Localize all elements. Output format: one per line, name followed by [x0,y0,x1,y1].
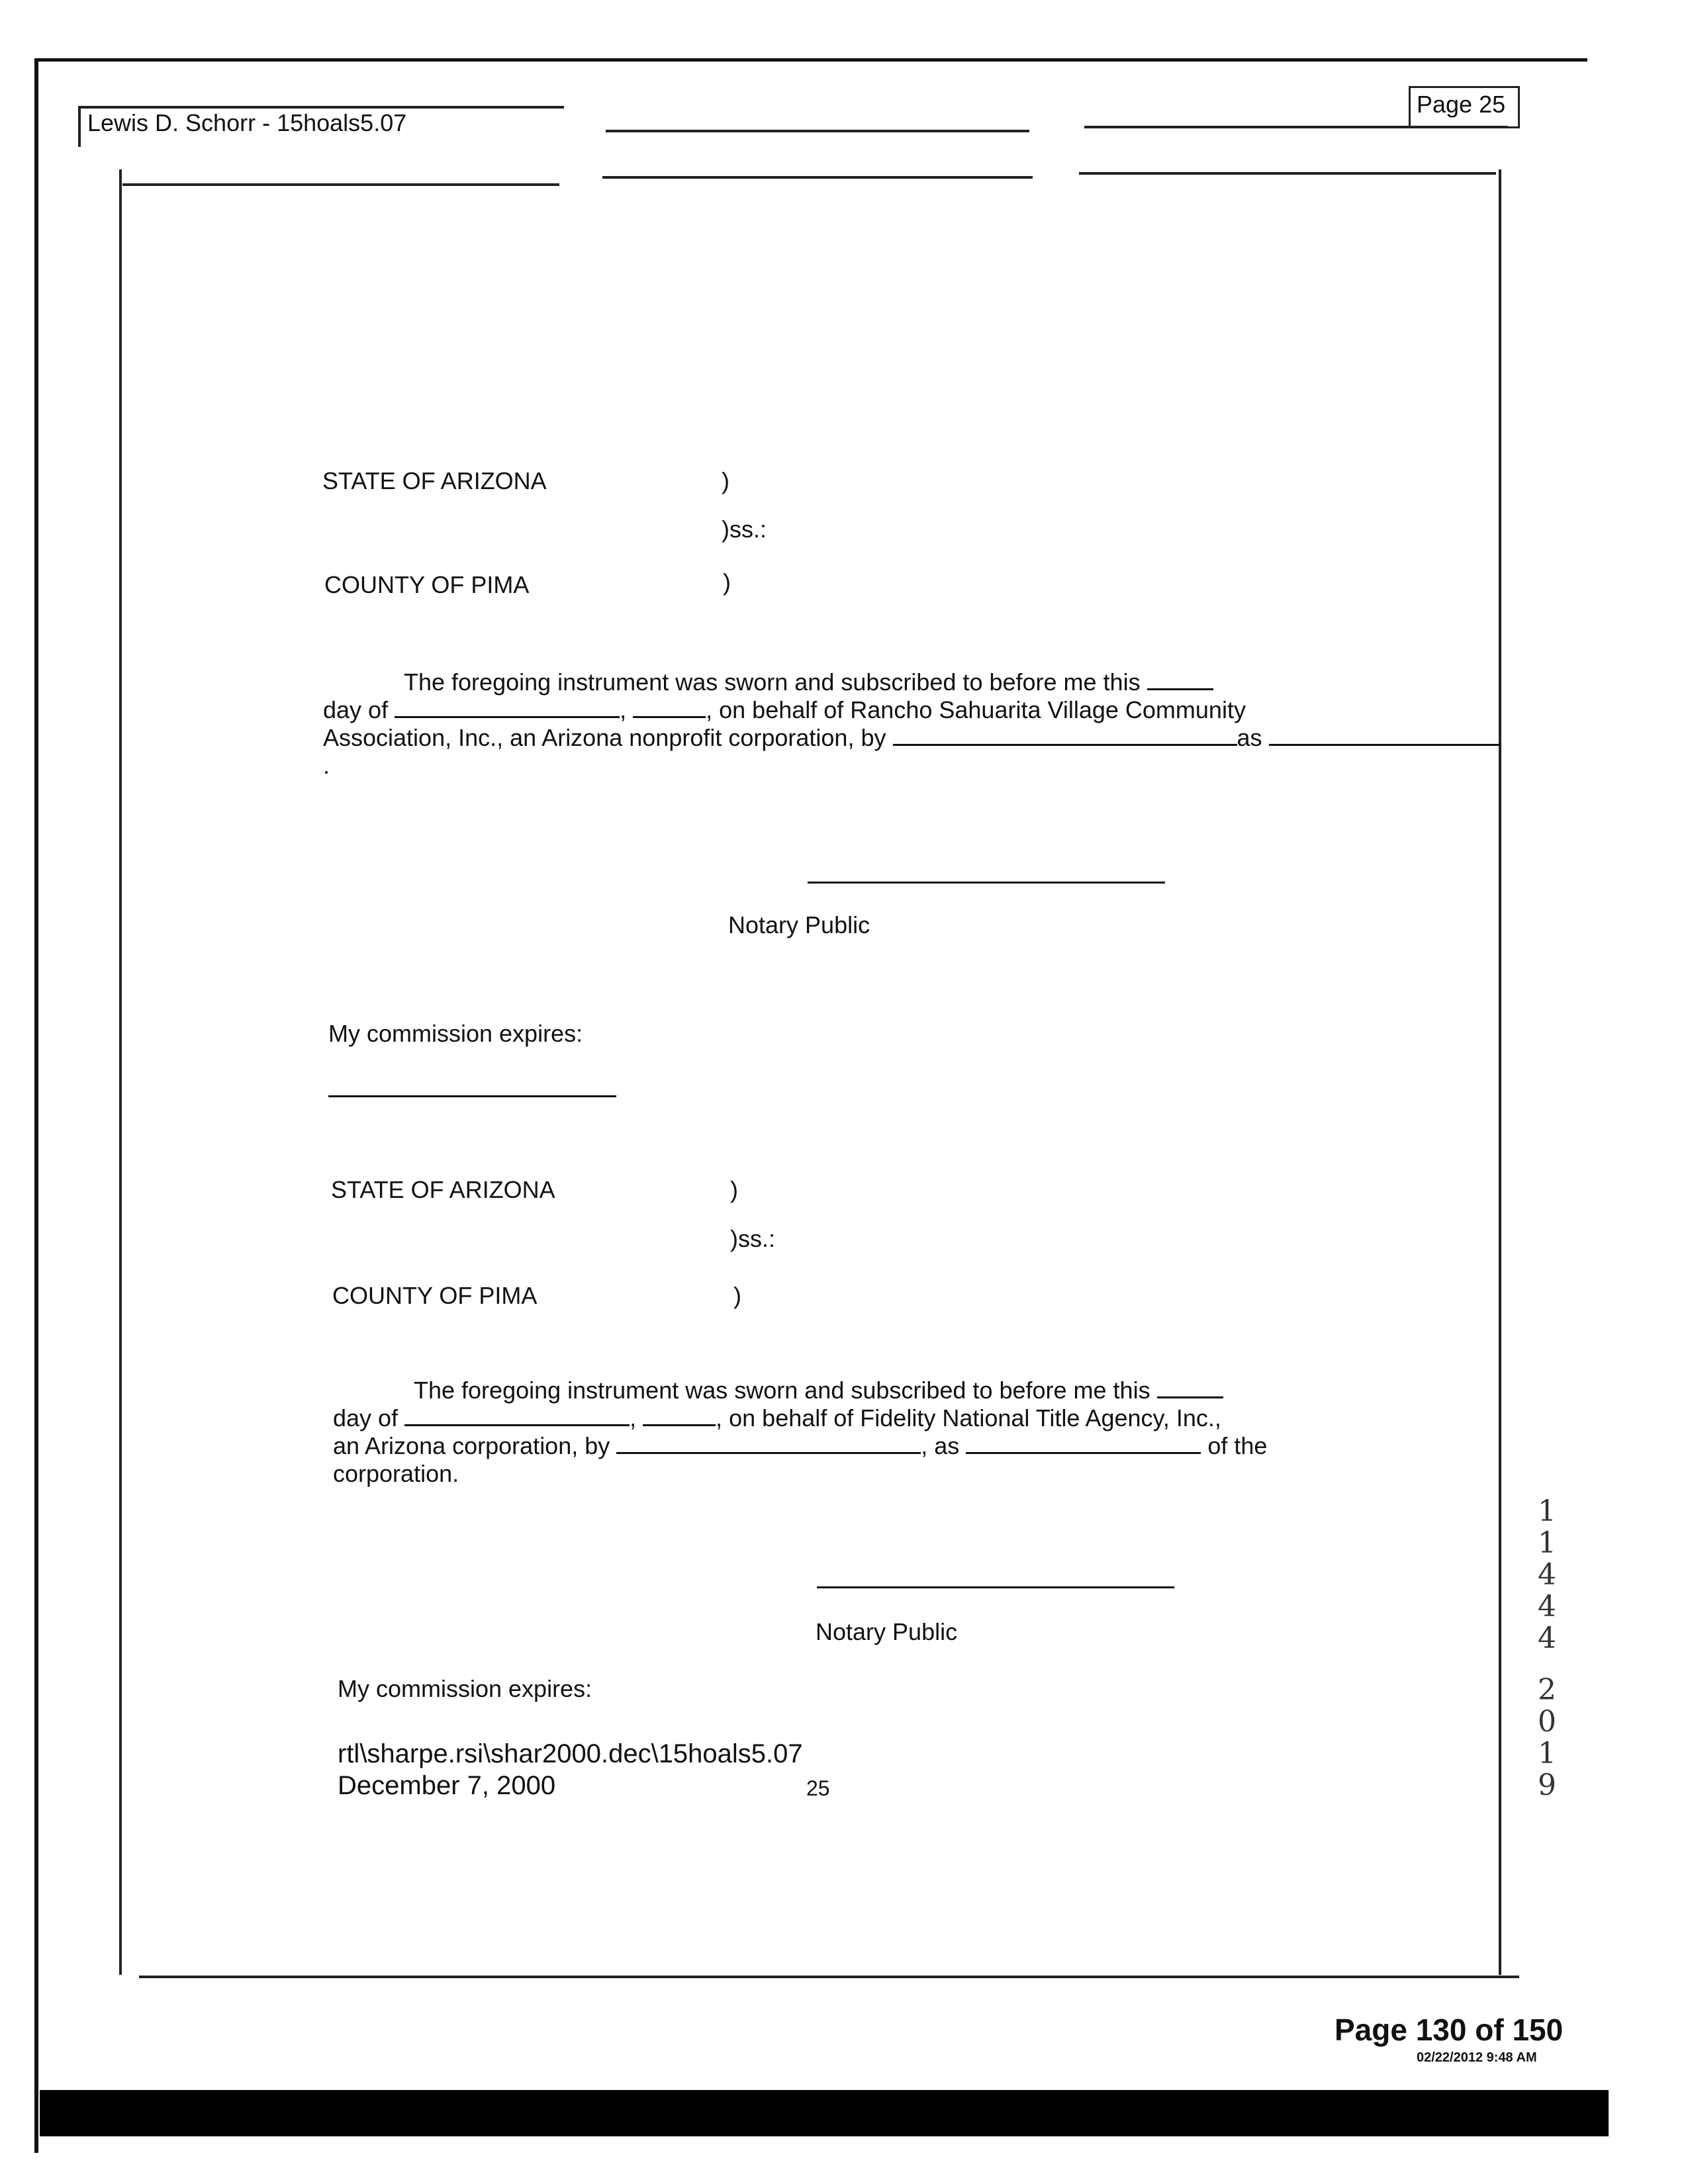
ss-label-1: )ss.: [722,516,767,543]
notary-public-label-1: Notary Public [728,911,870,938]
county-label-2: COUNTY OF PIMA [332,1282,538,1309]
commission-expires-label-2: My commission expires: [338,1675,592,1702]
blank-year-2[interactable] [643,1404,716,1426]
blank-day-2[interactable] [1157,1377,1223,1398]
affidavit-paragraph-2: The foregoing instrument was sworn and subscribed to before me this day of , , on behalf of Fidelity National Title Agency, Inc., an Arizona corporation, by , as of the corporation. [333,1377,1268,1487]
page-of-count: Page 130 of 150 [1335,2013,1564,2047]
county-label-1: COUNTY OF PIMA [324,571,530,598]
paren-bottom-2: ) [733,1282,741,1309]
paren-top-1: ) [722,467,729,494]
blank-signer-2[interactable] [616,1432,921,1454]
blank-month-2[interactable] [404,1404,630,1426]
blank-year-1[interactable] [633,696,706,718]
paren-bottom-1: ) [723,569,731,596]
header-title: Lewis D. Schorr - 15hoals5.07 [87,109,407,136]
print-timestamp: 02/22/2012 9:48 AM [1417,2050,1537,2065]
blank-title-1[interactable] [1269,724,1501,746]
recording-stamp: 1 1 4 4 4 2 0 1 9 [1538,1494,1556,1802]
document-date: December 7, 2000 [338,1771,556,1800]
header-rule-2 [1084,126,1508,128]
affidavit-paragraph-1: The foregoing instrument was sworn and subscribed to before me this day of , , on behalf of Rancho Sahuarita Village Community Association, Inc., an Arizona nonprofit corporation, by as . [323,668,1296,780]
blank-title-2[interactable] [966,1432,1201,1454]
page-label: Page 25 [1417,91,1506,118]
blank-month-1[interactable] [395,696,620,718]
notary-signature-line-1[interactable] [808,882,1165,884]
notary-signature-line-2[interactable] [817,1586,1174,1588]
state-label-1: STATE OF ARIZONA [322,467,547,494]
scan-bottom-bar [40,2090,1609,2136]
paren-top-2: ) [730,1176,738,1203]
document-path: rtl\sharpe.rsi\shar2000.dec\15hoals5.07 [338,1739,803,1768]
ss-label-2: )ss.: [730,1225,775,1252]
blank-day-1[interactable] [1147,668,1213,690]
state-label-2: STATE OF ARIZONA [331,1176,555,1203]
commission-date-line-1[interactable] [328,1095,616,1097]
inner-frame-bottom [139,1976,1519,1978]
commission-expires-label-1: My commission expires: [328,1020,583,1047]
blank-signer-1[interactable] [893,724,1237,746]
document-page-number: 25 [806,1776,830,1800]
notary-public-label-2: Notary Public [816,1618,958,1645]
inner-frame [119,169,1501,1975]
header-rule-1 [606,130,1029,132]
